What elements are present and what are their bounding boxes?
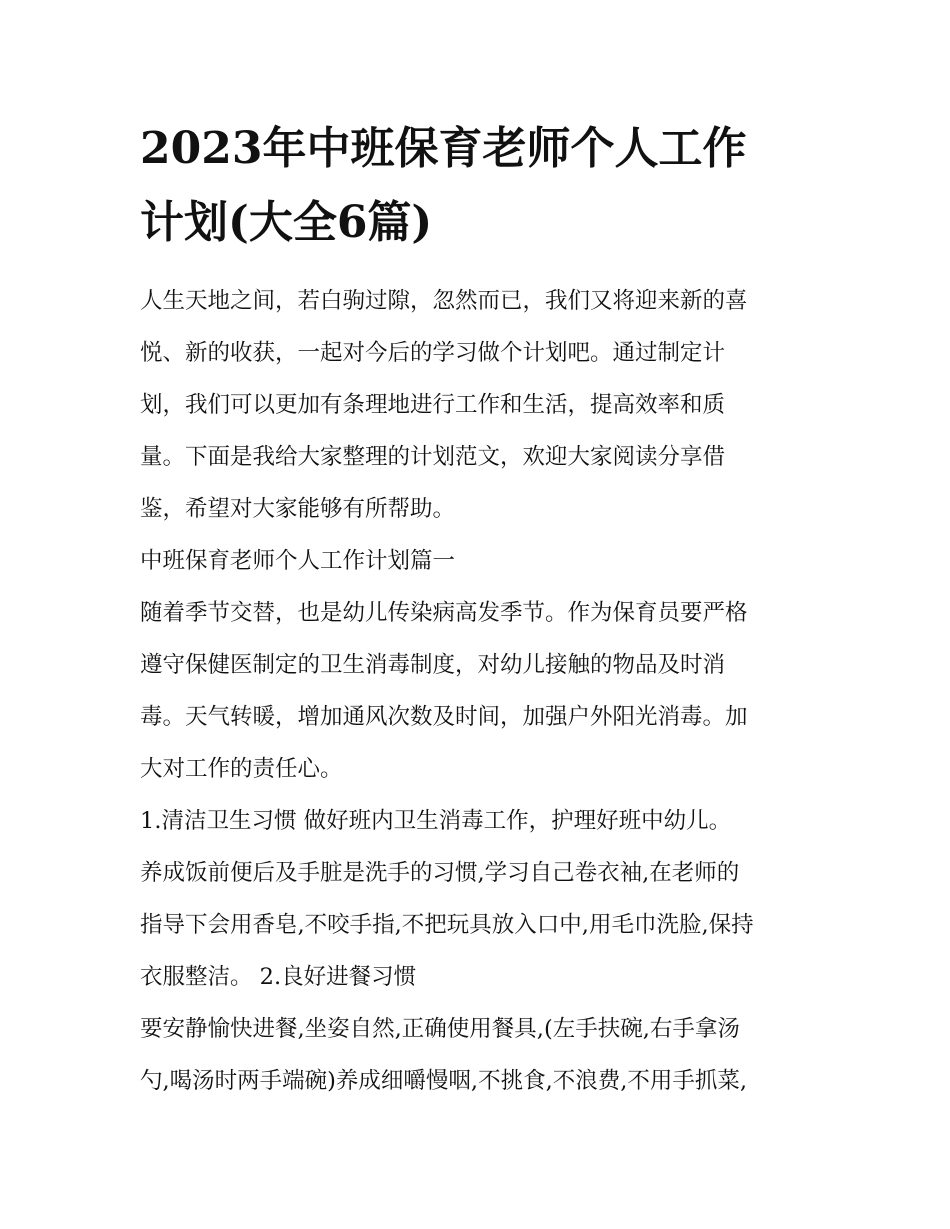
paragraph-line: 勺,喝汤时两手端碗)养成细嚼慢咽,不挑食,不浪费,不用手抓菜,: [140, 1068, 748, 1094]
title-line: 计划(大全6篇): [140, 197, 433, 248]
paragraph-line: 毒。天气转暖，增加通风次数及时间，加强户外阳光消毒。加: [140, 704, 748, 730]
intro-line: 量。下面是我给大家整理的计划范文，欢迎大家阅读分享借: [140, 444, 726, 470]
paragraph-line: 衣服整洁。 2.良好进餐习惯: [140, 964, 417, 990]
paragraph-line: 随着季节交替，也是幼儿传染病高发季节。作为保育员要严格: [140, 600, 748, 626]
intro-line: 鉴，希望对大家能够有所帮助。: [140, 496, 456, 522]
paragraph-line: 1.清洁卫生习惯 做好班内卫生消毒工作，护理好班中幼儿。: [140, 808, 732, 834]
document-title: [140, 112, 830, 260]
paragraph-line: 养成饭前便后及手脏是洗手的习惯,学习自己卷衣袖,在老师的: [140, 860, 740, 886]
intro-line: 人生天地之间，若白驹过隙，忽然而已，我们又将迎来新的喜: [140, 288, 748, 314]
paragraph-line: 大对工作的责任心。: [140, 756, 343, 782]
paragraph-line: 遵守保健医制定的卫生消毒制度，对幼儿接触的物品及时消: [140, 652, 726, 678]
section-heading: 中班保育老师个人工作计划篇一: [140, 548, 456, 574]
intro-line: 悦、新的收获，一起对今后的学习做个计划吧。通过制定计: [140, 340, 726, 366]
paragraph-line: 指导下会用香皂,不咬手指,不把玩具放入口中,用毛巾洗脸,保持: [140, 912, 754, 938]
intro-line: 划，我们可以更加有条理地进行工作和生活，提高效率和质: [140, 392, 726, 418]
document-body: [140, 275, 830, 1107]
paragraph-line: 要安静愉快进餐,坐姿自然,正确使用餐具,(左手扶碗,右手拿汤: [140, 1016, 740, 1042]
title-line: 2023年中班保育老师个人工作: [140, 123, 747, 174]
